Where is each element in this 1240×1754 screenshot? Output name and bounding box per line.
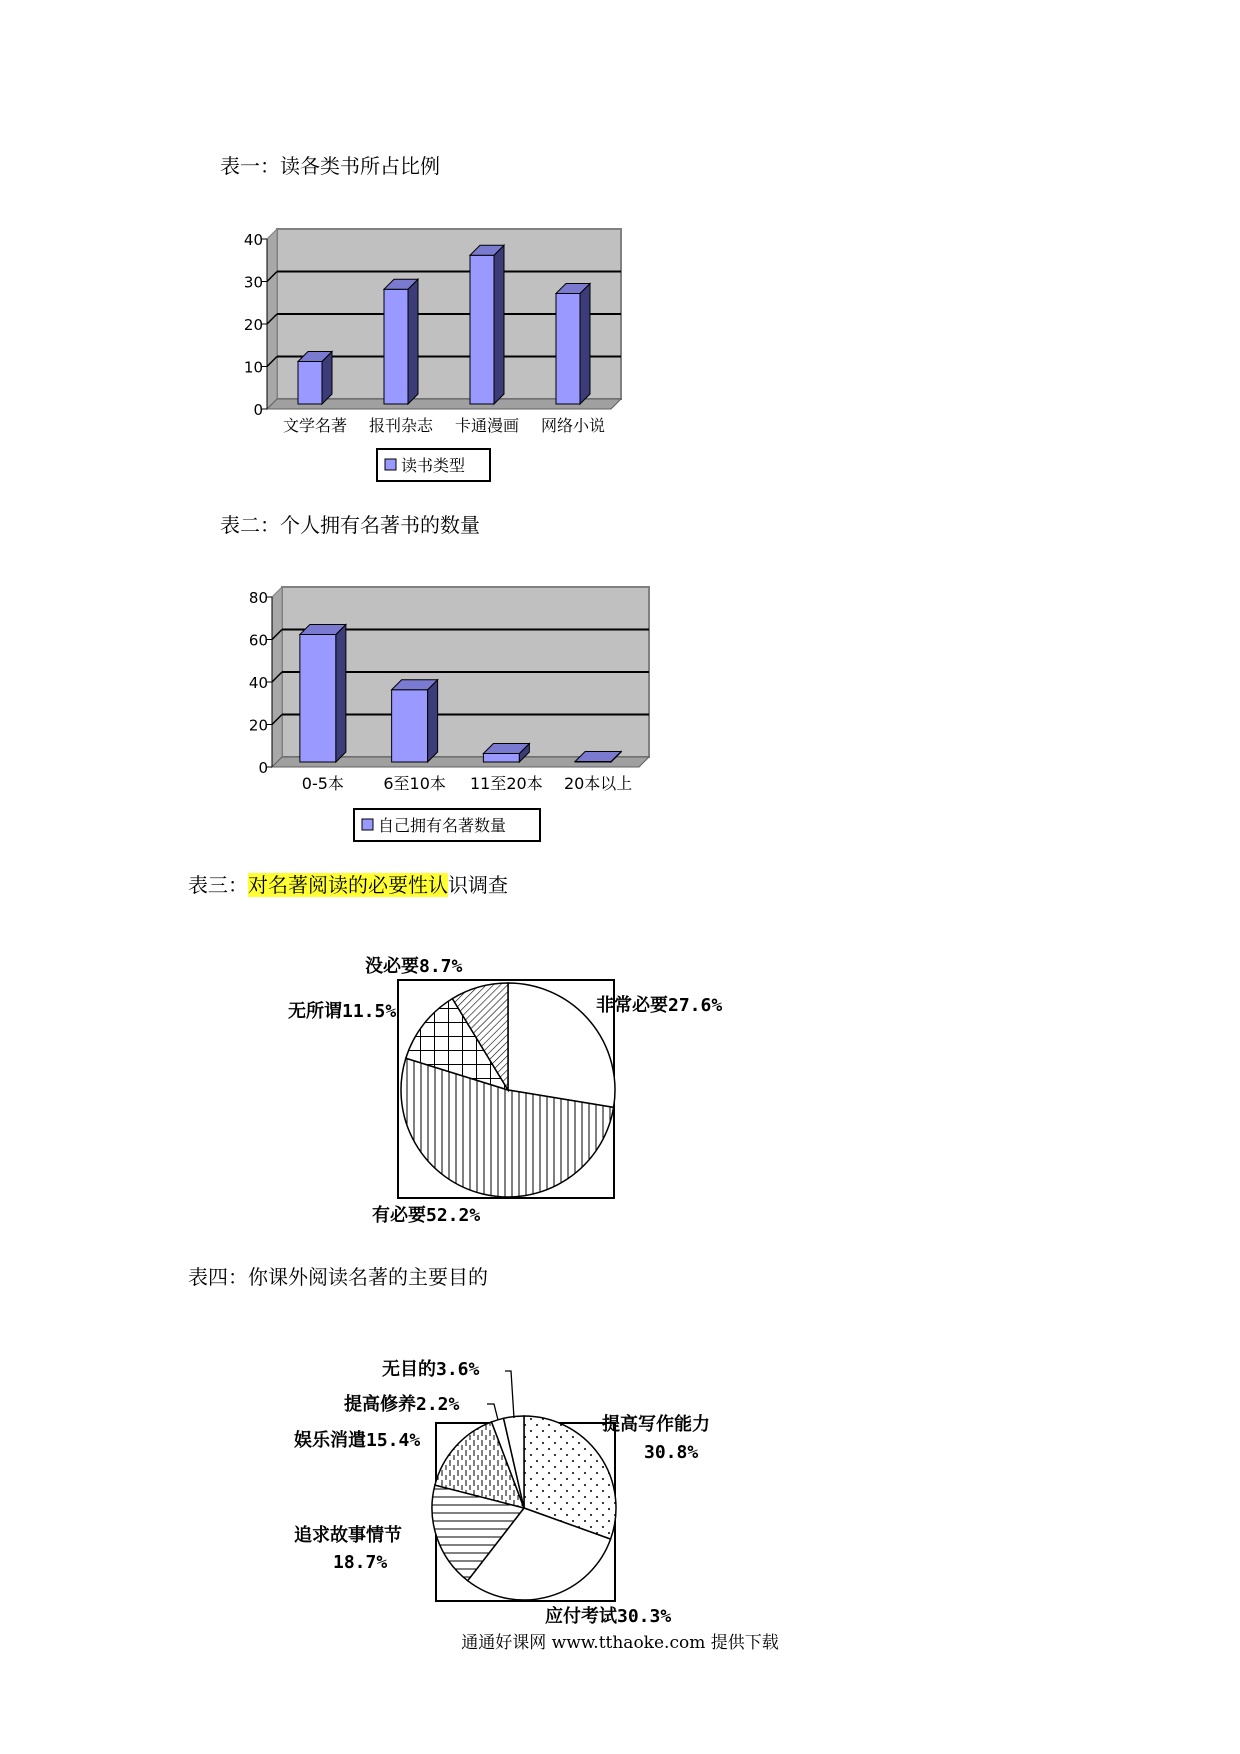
chart2-bar-side-1 <box>336 625 346 763</box>
chart1-bar-2 <box>384 289 408 404</box>
chart2-ytick-label: 80 <box>248 589 268 607</box>
chart4-slice-label: 应付考试30.3% <box>545 1606 672 1627</box>
chart3-slice-label: 非常必要27.6% <box>596 995 723 1016</box>
chart1-ytick-label: 0 <box>253 401 263 419</box>
chart2-category-label: 6至10本 <box>383 774 446 793</box>
chart3-slice-label: 没必要8.7% <box>365 956 463 977</box>
chart1-ytick-label: 10 <box>243 358 263 377</box>
chart3-slice-label: 无所谓11.5% <box>288 1001 397 1022</box>
chart4-slice-label: 提高修养2.2% <box>344 1394 460 1415</box>
chart1-bar-side-2 <box>408 279 418 404</box>
footer-text: 通通好课网 www.tthaoke.com 提供下载 <box>461 1633 779 1653</box>
chart2-category-label: 20本以上 <box>563 774 633 793</box>
chart2-bar-3 <box>483 754 519 763</box>
chart4-slice-label: 追求故事情节 <box>294 1525 402 1546</box>
chart4-slice-label: 无目的3.6% <box>382 1359 480 1380</box>
chart1-ytick-label: 40 <box>243 231 263 249</box>
chart4-heading: 表四：你课外阅读名著的主要目的 <box>188 1265 488 1289</box>
chart1-legend-label: 读书类型 <box>401 456 466 475</box>
chart1-bar-4 <box>556 294 580 405</box>
chart1-category-label: 网络小说 <box>540 416 606 435</box>
chart2-category-label: 11至20本 <box>470 774 543 793</box>
chart2-category-label: 0-5本 <box>301 774 344 793</box>
chart3-heading-suffix: 识调查 <box>448 873 508 897</box>
chart1-bar-side-4 <box>580 284 590 405</box>
chart1-heading: 表一：读各类书所占比例 <box>220 154 440 178</box>
chart1-category-label: 报刊杂志 <box>368 416 434 435</box>
chart1-bar-3 <box>470 255 494 404</box>
chart3-heading-prefix: 表三： <box>188 873 248 897</box>
chart4-slice-label: 娱乐消遣15.4% <box>294 1430 421 1451</box>
chart1-ytick-label: 30 <box>243 273 263 292</box>
chart2-ytick-label: 20 <box>248 716 268 735</box>
chart4-slice-sublabel: 30.8% <box>644 1442 699 1463</box>
chart2-ytick-label: 0 <box>258 759 268 777</box>
chart2-ytick-label: 40 <box>248 674 268 692</box>
chart2-legend-swatch <box>362 819 373 830</box>
chart1-category-label: 文学名著 <box>282 416 348 435</box>
chart1-bar-1 <box>298 362 322 405</box>
chart2-legend-label: 自己拥有名著数量 <box>378 816 507 835</box>
chart1-bar-side-3 <box>494 245 504 404</box>
chart2-bar-side-2 <box>428 680 438 762</box>
chart2-heading: 表二：个人拥有名著书的数量 <box>220 513 480 537</box>
chart2-ytick-label: 60 <box>248 631 268 650</box>
chart2-bar-2 <box>392 690 428 762</box>
chart4-slice-label: 提高写作能力 <box>602 1414 710 1435</box>
chart1-legend-swatch <box>385 459 396 470</box>
chart4-slice-sublabel: 18.7% <box>333 1552 388 1573</box>
chart4-leader-line <box>487 1404 498 1420</box>
chart4-leader-line <box>505 1371 514 1418</box>
chart2-bar-1 <box>300 635 336 763</box>
chart3-heading-highlight: 对名著阅读的必要性认 <box>248 873 448 897</box>
chart3-slice-label: 有必要52.2% <box>372 1205 481 1226</box>
chart1-category-label: 卡通漫画 <box>454 416 520 435</box>
chart1-ytick-label: 20 <box>243 316 263 334</box>
